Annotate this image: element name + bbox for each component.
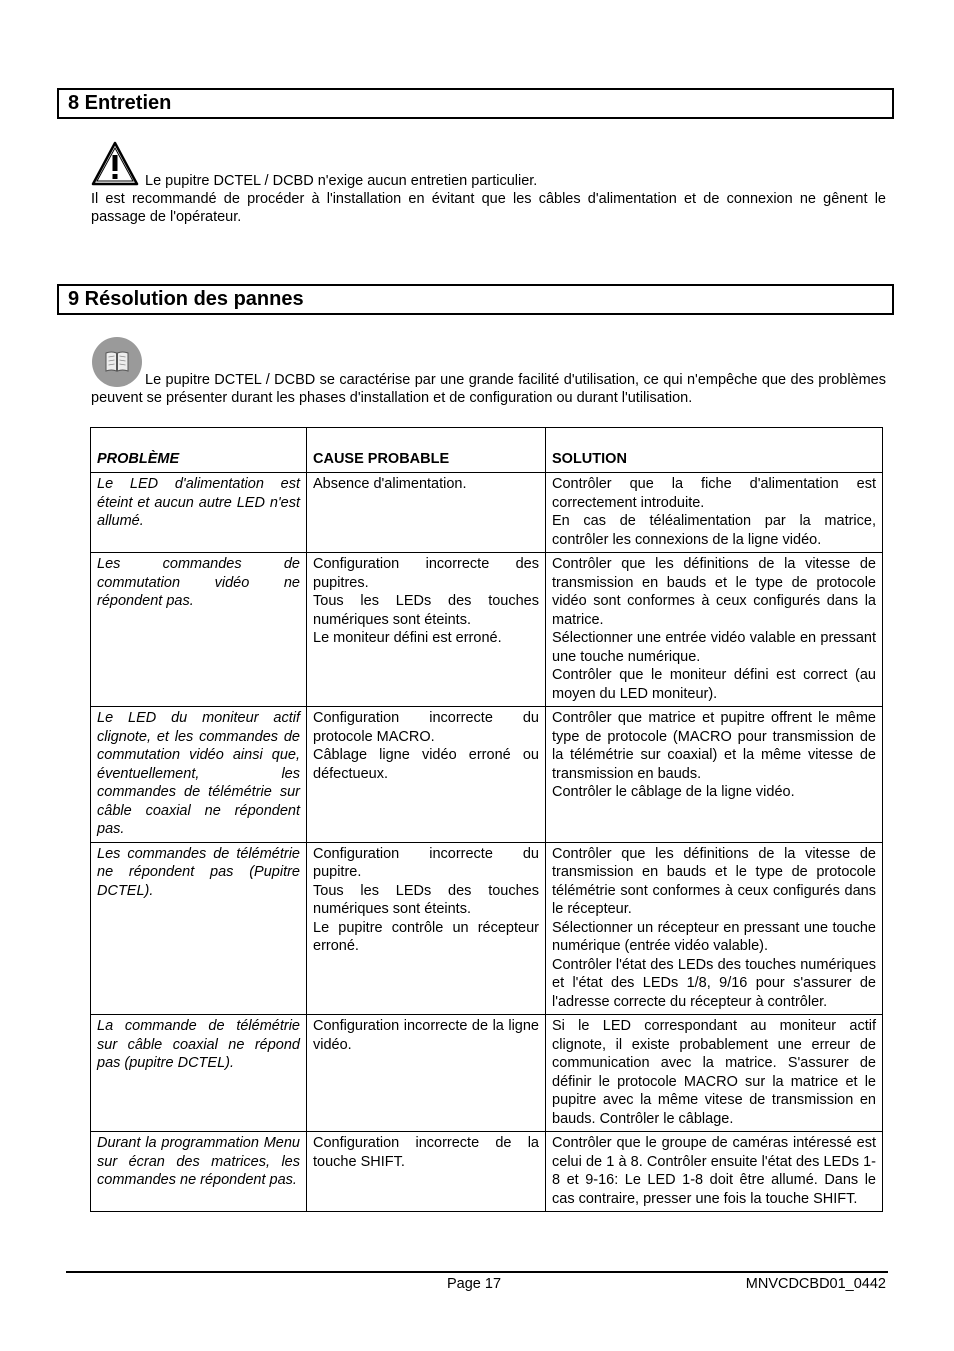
problem-cell: Les commandes de télémétrie ne répondent pas (Pupitre DCTEL). (91, 842, 307, 1015)
cause-cell: Absence d'alimentation. (307, 473, 546, 553)
document-reference: MNVCDCBD01_0442 (745, 1276, 886, 1292)
cause-cell: Configuration incorrecte de la ligne vidéo. (307, 1015, 546, 1132)
section-8-title: 8 Entretien (57, 88, 894, 119)
table-row (91, 842, 883, 1015)
page-number: Page 17 (447, 1276, 502, 1292)
table-row (91, 1015, 883, 1132)
solution-cell: Si le LED correspondant au moniteur actif clignote, il existe probablement une erreur de communication avec la matrice. S'assurer de définir le protocole MACRO sur la matrice et le pupitre avec la même vitese de transmission en bauds. Contrôler le câblage. (546, 1015, 883, 1132)
solution-cell: Contrôler que la fiche d'alimentation est correctement introduite. En cas de téléalimentation par la matrice, contrôler les connexions de la ligne vidéo. (546, 473, 883, 553)
table-header-row (91, 428, 883, 473)
troubleshooting-table (90, 427, 883, 1212)
section-8-text (91, 172, 886, 226)
problem-cell: Durant la programmation Menu sur écran des matrices, les commandes ne répondent pas. (91, 1132, 307, 1212)
solution-cell: Contrôler que matrice et pupitre offrent le même type de protocole (MACRO pour transmission de la télémétrie sur coaxial) et la même vitesse de transmission en bauds. Contrôler le câblage de la ligne vidéo. (546, 707, 883, 843)
header-problem: PROBLÈME (91, 428, 307, 473)
cause-cell: Configuration incorrecte de la touche SHIFT. (307, 1132, 546, 1212)
header-cause: CAUSE PROBABLE (307, 428, 546, 473)
section-8-rest: Il est recommandé de procéder à l'installation en évitant que les câbles d'alimentation et de connexion ne gênent le passage de l'opérateur. (91, 191, 886, 225)
footer-divider (66, 1271, 888, 1273)
solution-cell: Contrôler que le groupe de caméras intéressé est celui de 1 à 8. Contrôler ensuite l'état des LEDs 1-8 et 9-16: Le LED 1-8 doit être allumé. Dans le cas contraire, presser une fois la touche SHIFT. (546, 1132, 883, 1212)
problem-cell: Le LED du moniteur actif clignote, et les commandes de commutation vidéo ainsi que, éventuellement, les commandes de télémétrie sur câble coaxial ne répondent pas. (91, 707, 307, 843)
section-8-first-line: Le pupitre DCTEL / DCBD n'exige aucun entretien particulier. (145, 173, 538, 189)
section-9-text (91, 371, 886, 407)
table-row (91, 473, 883, 553)
table-row (91, 707, 883, 843)
solution-cell: Contrôler que les définitions de la vitesse de transmission en bauds et le type de protocole télémétrie sont conformes à ceux configurés dans le récepteur. Sélectionner un récepteur en pressant une touche numérique (entrée vidéo valable). Contrôler l'état des LEDs des touches numériques et l'état des LEDs 1/8, 9/16 pour s'assurer de l'adresse correcte du récepteur à contrôler. (546, 842, 883, 1015)
cause-cell: Configuration incorrecte du pupitre. Tous les LEDs des touches numériques sont éteints. Le pupitre contrôle un récepteur erroné. (307, 842, 546, 1015)
cause-cell: Configuration incorrecte du protocole MACRO. Câblage ligne vidéo erroné ou défectueux. (307, 707, 546, 843)
table-row (91, 553, 883, 707)
header-solution: SOLUTION (546, 428, 883, 473)
problem-cell: Les commandes de commutation vidéo ne répondent pas. (91, 553, 307, 707)
solution-cell: Contrôler que les définitions de la vitesse de transmission en bauds et le type de protocole vidéo sont conformes à ceux configurés dans la matrice. Sélectionner une entrée vidéo valable en pressant une touche numérique. Contrôler que le moniteur défini est correct (au moyen du LED moniteur). (546, 553, 883, 707)
cause-cell: Configuration incorrecte des pupitres. Tous les LEDs des touches numériques sont éteints. Le moniteur défini est erroné. (307, 553, 546, 707)
problem-cell: La commande de télémétrie sur câble coaxial ne répond pas (pupitre DCTEL). (91, 1015, 307, 1132)
table-row (91, 1132, 883, 1212)
section-9-title: 9 Résolution des pannes (57, 284, 894, 315)
problem-cell: Le LED d'alimentation est éteint et aucun autre LED n'est allumé. (91, 473, 307, 553)
section-9-body: Le pupitre DCTEL / DCBD se caractérise par une grande facilité d'utilisation, ce qui n'empêche que des problèmes peuvent se présenter durant les phases d'installation et de configuration ou durant l'utilisation. (91, 372, 886, 406)
